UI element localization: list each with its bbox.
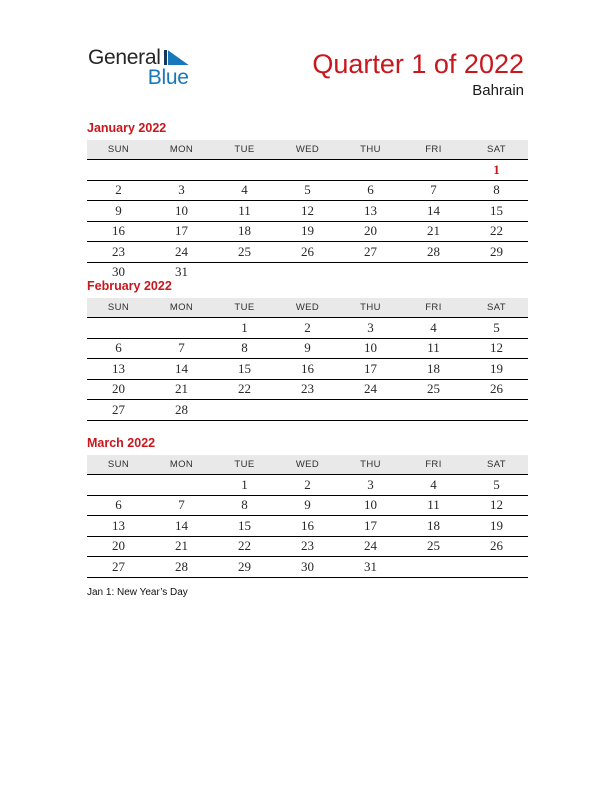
day-cell: 7	[402, 180, 465, 201]
logo-flag-sail	[168, 50, 189, 65]
weekday-header: THU	[339, 455, 402, 475]
week-row	[87, 359, 528, 380]
day-cell: 3	[339, 475, 402, 496]
day-cell: 25	[402, 536, 465, 557]
day-cell: 31	[339, 557, 402, 578]
month-grid	[87, 455, 528, 578]
day-cell: 22	[213, 379, 276, 400]
day-cell: 8	[213, 495, 276, 516]
day-cell: 18	[402, 516, 465, 537]
month-march-2022	[87, 435, 528, 578]
week-row	[87, 221, 528, 242]
day-cell: 27	[87, 400, 150, 421]
month-grid	[87, 140, 528, 282]
day-cell: 12	[276, 201, 339, 222]
day-cell: 27	[339, 242, 402, 263]
day-cell: 14	[402, 201, 465, 222]
week-row	[87, 495, 528, 516]
weekday-header: MON	[150, 298, 213, 318]
month-grid	[87, 298, 528, 421]
day-cell: 8	[465, 180, 528, 201]
logo-text-general: General	[88, 46, 161, 69]
day-cell: 16	[276, 516, 339, 537]
week-row	[87, 242, 528, 263]
empty-day-cell	[339, 160, 402, 181]
weekday-header: SAT	[465, 298, 528, 318]
day-cell: 23	[87, 242, 150, 263]
day-cell: 12	[465, 495, 528, 516]
week-row	[87, 536, 528, 557]
general-blue-logo	[88, 46, 189, 87]
week-row	[87, 379, 528, 400]
empty-day-cell	[87, 318, 150, 339]
day-cell: 29	[213, 557, 276, 578]
day-cell: 20	[87, 536, 150, 557]
weekday-header: THU	[339, 140, 402, 160]
weekday-header: FRI	[402, 298, 465, 318]
day-cell: 22	[213, 536, 276, 557]
empty-day-cell	[465, 400, 528, 421]
day-cell: 10	[339, 495, 402, 516]
month-february-2022	[87, 278, 528, 421]
day-cell: 26	[465, 536, 528, 557]
day-cell: 15	[213, 359, 276, 380]
empty-day-cell	[465, 557, 528, 578]
country-subtitle: Bahrain	[472, 82, 524, 99]
day-cell: 9	[276, 338, 339, 359]
day-cell: 25	[213, 242, 276, 263]
empty-day-cell	[402, 400, 465, 421]
day-cell: 24	[339, 379, 402, 400]
day-cell: 6	[87, 495, 150, 516]
day-cell: 11	[213, 201, 276, 222]
day-cell: 1	[213, 318, 276, 339]
day-cell: 28	[150, 400, 213, 421]
day-cell: 9	[276, 495, 339, 516]
day-cell: 15	[465, 201, 528, 222]
empty-day-cell	[150, 475, 213, 496]
empty-day-cell	[276, 400, 339, 421]
day-cell: 23	[276, 536, 339, 557]
week-row	[87, 400, 528, 421]
weekday-header: TUE	[213, 455, 276, 475]
logo-flag-pole	[164, 50, 167, 65]
day-cell: 13	[87, 516, 150, 537]
month-title: February 2022	[87, 279, 172, 293]
week-row	[87, 180, 528, 201]
day-cell: 5	[276, 180, 339, 201]
weekday-header: SUN	[87, 298, 150, 318]
day-cell: 20	[87, 379, 150, 400]
weekday-header: SUN	[87, 140, 150, 160]
weekday-header: MON	[150, 140, 213, 160]
empty-day-cell	[150, 160, 213, 181]
day-cell: 18	[402, 359, 465, 380]
day-cell: 5	[465, 318, 528, 339]
weekday-header: FRI	[402, 455, 465, 475]
week-row	[87, 160, 528, 181]
empty-day-cell	[339, 400, 402, 421]
week-row	[87, 201, 528, 222]
day-cell: 8	[213, 338, 276, 359]
day-cell: 14	[150, 359, 213, 380]
day-cell: 26	[276, 242, 339, 263]
day-cell: 19	[465, 359, 528, 380]
holiday-note: Jan 1: New Year’s Day	[87, 587, 188, 598]
day-cell: 5	[465, 475, 528, 496]
weekday-header: TUE	[213, 298, 276, 318]
day-cell: 25	[402, 379, 465, 400]
day-cell: 10	[150, 201, 213, 222]
logo-text-blue: Blue	[147, 66, 189, 89]
week-row	[87, 516, 528, 537]
day-cell: 30	[112, 264, 125, 280]
weekday-header-row	[87, 455, 528, 475]
logo-flag-icon	[164, 50, 189, 65]
empty-day-cell	[213, 160, 276, 181]
day-cell: 20	[339, 221, 402, 242]
week-row	[87, 475, 528, 496]
weekday-header: MON	[150, 455, 213, 475]
day-cell: 4	[402, 475, 465, 496]
weekday-header: SAT	[465, 140, 528, 160]
day-cell: 27	[87, 557, 150, 578]
day-cell: 13	[87, 359, 150, 380]
day-cell: 9	[87, 201, 150, 222]
week-row	[87, 557, 528, 578]
weekday-header: SAT	[465, 455, 528, 475]
day-cell: 11	[402, 495, 465, 516]
empty-day-cell	[87, 160, 150, 181]
empty-day-cell	[150, 318, 213, 339]
weekday-header: WED	[276, 298, 339, 318]
empty-day-cell	[276, 160, 339, 181]
day-cell: 7	[150, 495, 213, 516]
day-cell: 4	[402, 318, 465, 339]
day-cell: 14	[150, 516, 213, 537]
empty-day-cell	[87, 475, 150, 496]
day-cell: 16	[87, 221, 150, 242]
day-cell: 1	[213, 475, 276, 496]
day-cell: 3	[150, 180, 213, 201]
weekday-header-row	[87, 140, 528, 160]
day-cell: 19	[465, 516, 528, 537]
day-cell: 7	[150, 338, 213, 359]
day-cell: 6	[87, 338, 150, 359]
month-title: January 2022	[87, 121, 167, 135]
day-cell: 29	[465, 242, 528, 263]
day-cell: 6	[339, 180, 402, 201]
day-cell: 10	[339, 338, 402, 359]
week-row	[87, 318, 528, 339]
day-cell: 2	[87, 180, 150, 201]
day-cell: 18	[213, 221, 276, 242]
day-cell: 22	[465, 221, 528, 242]
day-cell: 30	[276, 557, 339, 578]
day-cell: 13	[339, 201, 402, 222]
month-title: March 2022	[87, 436, 156, 450]
empty-day-cell	[402, 160, 465, 181]
day-cell: 21	[150, 379, 213, 400]
day-cell: 3	[339, 318, 402, 339]
empty-day-cell	[402, 557, 465, 578]
day-cell: 15	[213, 516, 276, 537]
weekday-header: TUE	[213, 140, 276, 160]
weekday-header: THU	[339, 298, 402, 318]
month-january-2022	[87, 120, 528, 282]
day-cell: 23	[276, 379, 339, 400]
holiday-day-cell: 1	[465, 160, 528, 181]
weekday-header: WED	[276, 455, 339, 475]
day-cell: 17	[339, 359, 402, 380]
empty-day-cell	[213, 400, 276, 421]
weekday-header-row	[87, 298, 528, 318]
day-cell: 21	[150, 536, 213, 557]
weekday-header: WED	[276, 140, 339, 160]
day-cell: 12	[465, 338, 528, 359]
day-cell: 28	[402, 242, 465, 263]
day-cell: 28	[150, 557, 213, 578]
day-cell: 24	[339, 536, 402, 557]
day-cell: 2	[276, 475, 339, 496]
day-cell: 4	[213, 180, 276, 201]
day-cell: 11	[402, 338, 465, 359]
page-title: Quarter 1 of 2022	[312, 49, 524, 79]
weekday-header: SUN	[87, 455, 150, 475]
day-cell: 19	[276, 221, 339, 242]
day-cell: 16	[276, 359, 339, 380]
day-cell: 17	[339, 516, 402, 537]
day-cell: 21	[402, 221, 465, 242]
day-cell: 2	[276, 318, 339, 339]
title-block	[312, 50, 524, 100]
week-row	[87, 338, 528, 359]
day-cell: 24	[150, 242, 213, 263]
day-cell: 26	[465, 379, 528, 400]
weekday-header: FRI	[402, 140, 465, 160]
day-cell: 31	[175, 264, 188, 280]
day-cell: 17	[150, 221, 213, 242]
